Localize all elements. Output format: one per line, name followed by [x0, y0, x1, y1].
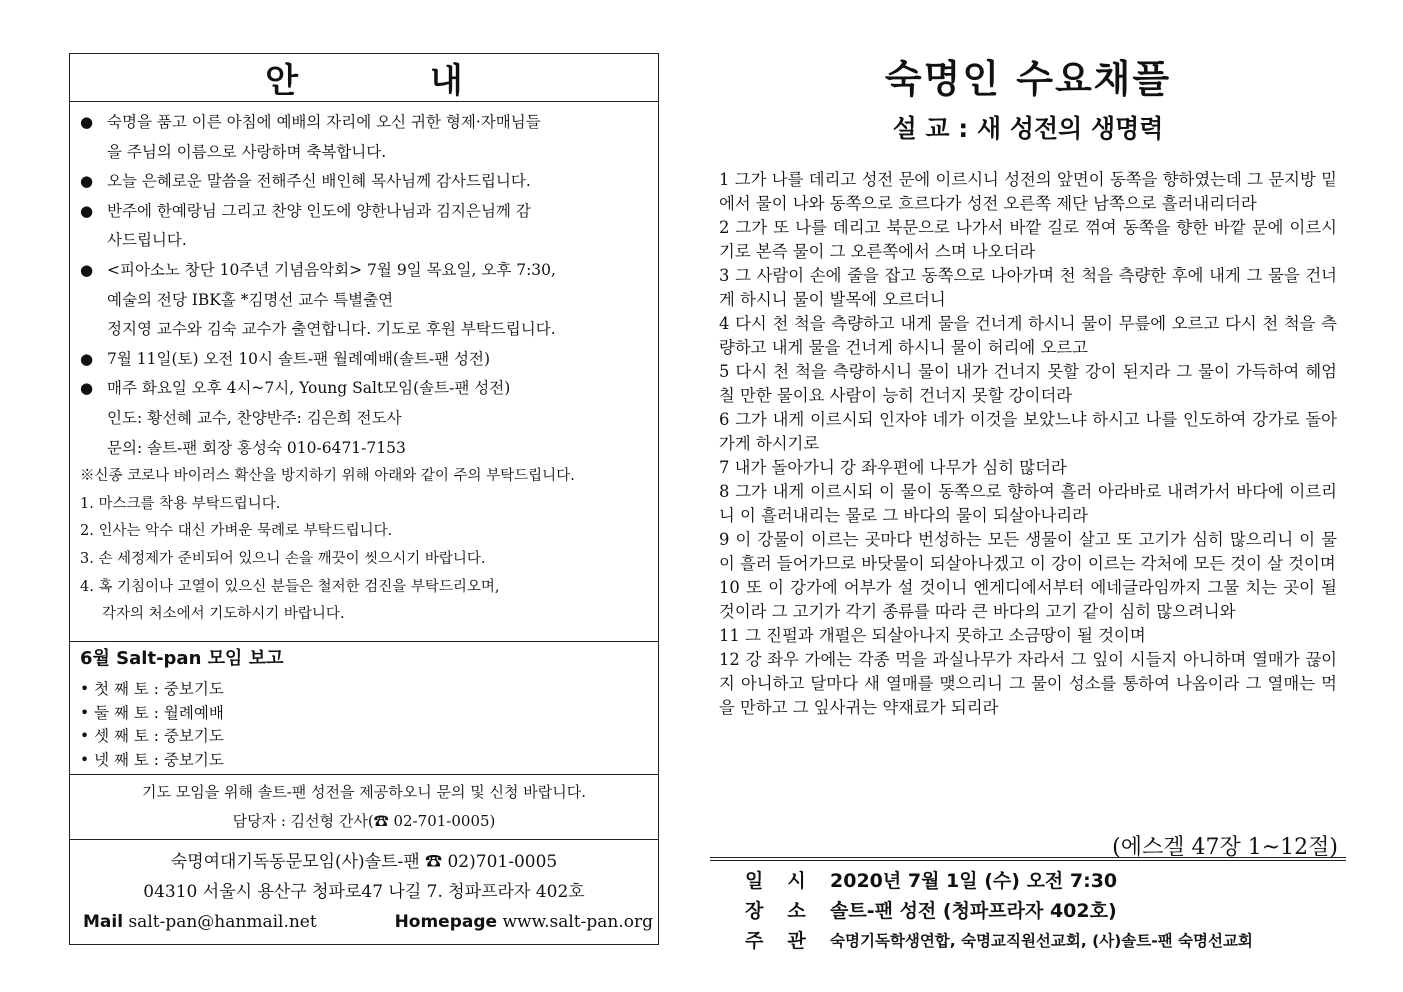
homepage-link[interactable]: www.salt-pan.org [502, 912, 653, 932]
service-info [745, 866, 1253, 956]
info-value: 솔트-팬 성전 (청파프라자 402호) [830, 900, 1117, 922]
chapel-panel [710, 40, 1346, 960]
info-row-time [745, 866, 1253, 896]
verse: 6 그가 내게 이르시되 인자야 네가 이것을 보았느냐 하시고 나를 인도하여 강가로 돌아가게 하시기로 [719, 410, 1337, 453]
bullet-icon: ● [80, 201, 94, 220]
verse: 9 이 강물이 이르는 곳마다 번성하는 모든 생물이 살고 또 고기가 심히 많으리니 이 물이 흘러 들어가므로 바닷물이 되살아나겠고 이 강이 이르는 각처에 모든 것이 살 것이며 [719, 530, 1337, 573]
covid-item-continued: 각자의 처소에서 기도하시기 바랍니다. [102, 606, 345, 623]
notice-item: ● 숙명을 품고 이른 아침에 예배의 자리에 오신 귀한 형제·자매님들 을 주님의 이름으로 사랑하며 축복합니다. [80, 108, 648, 167]
info-label: 장소 [745, 900, 830, 922]
report-item: • 넷 째 토 : 중보기도 [80, 750, 224, 769]
info-row-host [745, 926, 1253, 956]
verse: 3 그 사람이 손에 줄을 잡고 동쪽으로 나아가며 천 척을 측량한 후에 내게 그 물을 건너게 하시니 물이 발목에 오르더니 [719, 266, 1337, 309]
notice-body [70, 102, 658, 629]
info-value: 2020년 7월 1일 (수) 오전 7:30 [830, 870, 1118, 892]
report-item: • 셋 째 토 : 중보기도 [80, 727, 224, 745]
homepage-label: Homepage [394, 912, 498, 932]
info-row-place [745, 896, 1253, 926]
verse: 4 다시 천 척을 측량하고 내게 물을 건너게 하시니 물이 무릎에 오르고 다시 천 척을 측량하고 내게 물을 건너게 하시니 물이 허리에 오르고 [719, 314, 1338, 357]
covid-item: 2. 인사는 악수 대신 가벼운 묵례로 부탁드립니다. [80, 523, 393, 540]
divider [710, 857, 1346, 858]
verse: 11 그 진펄과 개펄은 되살아나지 못하고 소금땅이 될 것이며 [719, 626, 1146, 645]
org-name-phone: 숙명여대기독동문모임(사)솔트-팬 ☎ 02)701-0005 [170, 852, 558, 872]
divider [710, 860, 1346, 861]
covid-item: 4. 혹 기침이나 고열이 있으신 분들은 철저한 검진을 부탁드리오며, [80, 578, 500, 595]
covid-item: 3. 손 세정제가 준비되어 있으니 손을 깨끗이 씻으시기 바랍니다. [80, 550, 486, 567]
chapel-title: 숙명인 수요채플 [884, 56, 1172, 101]
notice-panel [69, 53, 659, 945]
bullet-icon: ● [80, 260, 94, 279]
sermon-title: 설 교 : 새 성전의 생명력 [892, 114, 1164, 143]
bullet-icon: ● [80, 113, 94, 131]
info-label: 일시 [745, 870, 830, 892]
org-address: 04310 서울시 용산구 청파로47 나길 7. 청파프라자 402호 [143, 882, 585, 902]
prayer-notice [70, 775, 658, 840]
bullet-icon: ● [80, 349, 94, 368]
scripture-text [719, 168, 1337, 720]
verse: 12 강 좌우 가에는 각종 먹을 과실나무가 자라서 그 잎이 시들지 아니하며 열매가 끊이지 아니하고 달마다 새 열매를 맺으리니 그 물이 성소를 통하여 나옴이라 그 열매는 먹을 만하고 그 잎사귀는 약재료가 되리라 [719, 650, 1337, 717]
verse: 1 그가 나를 데리고 성전 문에 이르시니 성전의 앞면이 동쪽을 향하였는데 그 문지방 밑에서 물이 나와 동쪽으로 흐르다가 성전 오른쪽 제단 남쪽으로 흘러내리더라 [719, 170, 1337, 213]
contact-links [70, 907, 658, 937]
notice-item: ● <피아소노 창단 10주년 기념음악회> 7월 9일 목요일, 오후 7:30, 예술의 전당 IBK홀 *김명선 교수 특별출연 정지영 교수와 김숙 교수가 출연합니다. 기도로 후원 부탁드립니다. [80, 256, 648, 345]
verse: 10 또 이 강가에 어부가 설 것이니 엔게디에서부터 에네글라임까지 그물 치는 곳이 될 것이라 그 고기가 각기 종류를 따라 큰 바다의 고기 같이 심히 많으려니와 [719, 578, 1337, 621]
report-item: • 첫 째 토 : 중보기도 [80, 680, 224, 698]
bullet-icon: ● [80, 172, 94, 191]
verse: 2 그가 또 나를 데리고 북문으로 나가서 바깥 길로 꺾여 동쪽을 향한 바깥 문에 이르시기로 본즉 물이 그 오른쪽에서 스며 나오더라 [719, 218, 1337, 261]
contact-info [70, 840, 658, 946]
meeting-report [70, 641, 658, 775]
verse: 8 그가 내게 이르시되 이 물이 동쪽으로 향하여 흘러 아라바로 내려가서 바다에 이르리니 이 흘러내리는 물로 그 바다의 물이 되살아나리라 [719, 482, 1337, 525]
mail-address[interactable]: salt-pan@hanmail.net [128, 912, 317, 932]
prayer-line: 기도 모임을 위해 솔트-팬 성전을 제공하오니 문의 및 신청 바랍니다. [142, 783, 586, 801]
notice-item: ● 매주 화요일 오후 4시~7시, Young Salt모임(솔트-팬 성전) 인도: 황선혜 교수, 찬양반주: 김은희 전도사 문의: 솔트-팬 회장 홍성숙 010-6471-7153 [80, 374, 648, 463]
notice-item: ● 오늘 은혜로운 말씀을 전해주신 배인혜 목사님께 감사드립니다. [80, 167, 648, 197]
report-title: 6월 Salt-pan 모임 보고 [80, 648, 284, 669]
prayer-contact: 담당자 : 김선형 간사(☎ 02-701-0005) [232, 812, 496, 830]
report-item: • 둘 째 토 : 월례예배 [80, 703, 224, 722]
scripture-citation: (에스겔 47장 1~12절) [1112, 835, 1338, 860]
verse: 7 내가 돌아가니 강 좌우편에 나무가 심히 많더라 [719, 458, 1067, 477]
notice-item: ● 7월 11일(토) 오전 10시 솔트-팬 월례예배(솔트-팬 성전) [80, 345, 648, 375]
notice-title: 안 내 [70, 54, 658, 102]
covid-header: ※신종 코로나 바이러스 확산을 방지하기 위해 아래와 같이 주의 부탁드립니다. [80, 468, 575, 485]
info-value: 숙명기독학생연합, 숙명교직원선교회, (사)솔트-팬 숙명선교회 [830, 932, 1253, 950]
verse: 5 다시 천 척을 측량하시니 물이 내가 건너지 못할 강이 된지라 그 물이 가득하여 헤엄칠 만한 물이요 사람이 능히 건너지 못할 강이더라 [719, 362, 1337, 405]
covid-item: 1. 마스크를 착용 부탁드립니다. [80, 495, 281, 512]
notice-item: ● 반주에 한예랑님 그리고 찬양 인도에 양한나님과 김지은님께 감 사드립니다. [80, 197, 648, 256]
info-label: 주관 [745, 930, 830, 952]
bullet-icon: ● [80, 379, 94, 398]
mail-label: Mail [83, 912, 124, 932]
